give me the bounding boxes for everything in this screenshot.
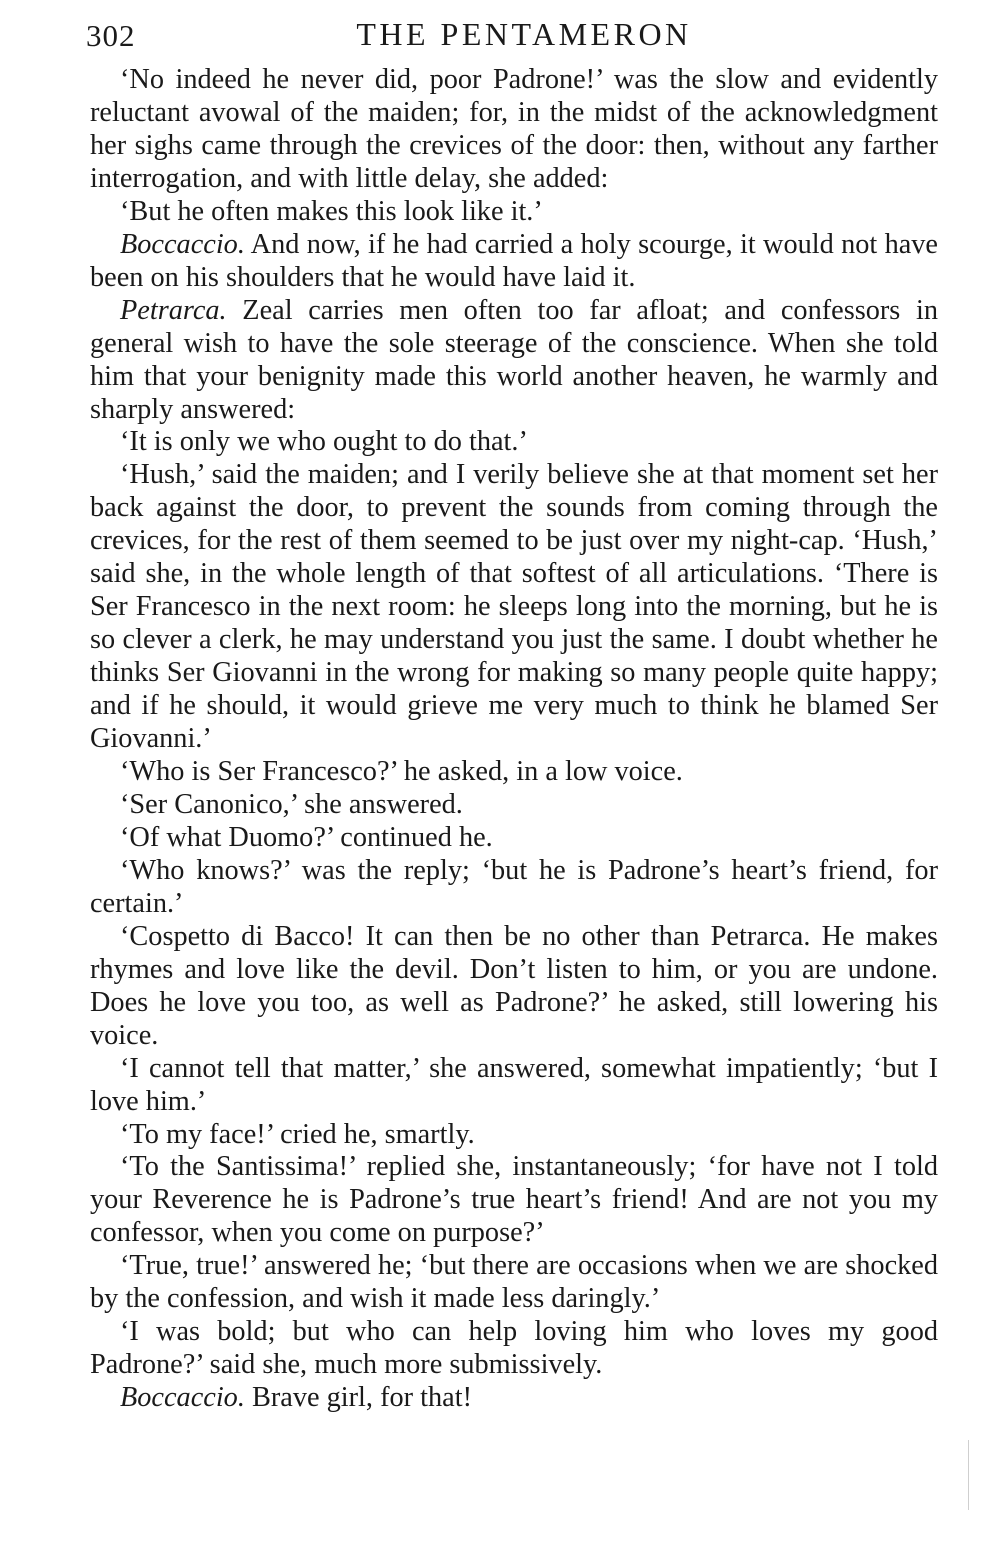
body-text [90, 64, 938, 1415]
paragraph-text: ‘I cannot tell that matter,’ she answered, somewhat impatiently; ‘but I love him.’ [90, 1052, 938, 1117]
paragraph-text: Zeal carries men often too far afloat; and confessors in general wish to have the sole steerage of the conscience. When she told him that your benignity made this world another heaven, he warmly and sharply answered: [90, 294, 938, 425]
paragraph [90, 1250, 938, 1316]
paragraph [90, 756, 938, 789]
paragraph-text: ‘True, true!’ answered he; ‘but there are occasions when we are shocked by the confession, and wish it made less daringly.’ [90, 1250, 938, 1315]
paragraph-text: ‘Who knows?’ was the reply; ‘but he is Padrone’s heart’s friend, for certain.’ [90, 854, 938, 919]
paragraph [90, 822, 938, 855]
paragraph-text: ‘But he often makes this look like it.’ [120, 195, 543, 227]
scan-margin-mark [968, 1440, 969, 1510]
paragraph-text: ‘Cospetto di Bacco! It can then be no other than Petrarca. He makes rhymes and love like the devil. Don’t listen to him, or you are undone. Does he love you too, as well as Padrone?’ he asked, still lowering his voice. [90, 920, 938, 1051]
paragraph-text: ‘Of what Duomo?’ continued he. [120, 821, 493, 853]
paragraph [90, 295, 938, 427]
paragraph [90, 426, 938, 459]
paragraph-text: ‘It is only we who ought to do that.’ [120, 426, 528, 458]
speaker-name: Petrarca. [120, 294, 227, 326]
paragraph-text: ‘Ser Canonico,’ she answered. [120, 788, 463, 820]
paragraph-text: ‘To the Santissima!’ replied she, instantaneously; ‘for have not I told your Reverence he is Padrone’s true heart’s friend! And are not you my confessor, when you come on purpose?’ [90, 1151, 938, 1249]
running-title: THE PENTAMERON [356, 16, 692, 52]
paragraph [90, 921, 938, 1053]
paragraph [90, 1151, 938, 1250]
paragraph-text: And now, if he had carried a holy scourge, it would not have been on his shoulders that he would have laid it. [90, 228, 938, 293]
paragraph [90, 459, 938, 756]
paragraph [90, 855, 938, 921]
speaker-name: Boccaccio. [120, 1382, 245, 1414]
paragraph-text: ‘I was bold; but who can help loving him who loves my good Padrone?’ said she, much more submissively. [90, 1316, 938, 1381]
page-number: 302 [86, 18, 136, 53]
paragraph [90, 196, 938, 229]
paragraph-text: ‘No indeed he never did, poor Padrone!’ was the slow and evidently reluctant avowal of the maiden; for, in the midst of the acknowledgment her sighs came through the crevices of the door: then, without any farther interrogation, and with little delay, she added: [90, 64, 938, 194]
speaker-name: Boccaccio. [120, 228, 245, 260]
paragraph [90, 64, 938, 196]
paragraph-text: ‘Who is Ser Francesco?’ he asked, in a low voice. [120, 756, 683, 788]
paragraph [90, 1316, 938, 1382]
paragraph-text: ‘To my face!’ cried he, smartly. [120, 1118, 475, 1150]
paragraph-text: ‘Hush,’ said the maiden; and I verily believe she at that moment set her back against the door, to prevent the sounds from coming through the crevices, for the rest of them seemed to be just over my night-cap. ‘Hush,’ said she, in the whole length of that softest of all articulations. ‘There is Ser Francesco in the next room: he sleeps long into the morning, but he is so clever a clerk, he may understand you just the same. I doubt whether he thinks Ser Giovanni in the wrong for making so many people quite happy; and if he should, it would grieve me very much to think he blamed Ser Giovanni.’ [90, 459, 938, 755]
paragraph [90, 1119, 938, 1152]
paragraph [90, 1053, 938, 1119]
paragraph [90, 1382, 938, 1415]
paragraph-text: Brave girl, for that! [244, 1382, 472, 1414]
book-page [86, 0, 938, 1415]
paragraph [90, 789, 938, 822]
page-header [86, 12, 938, 60]
paragraph [90, 229, 938, 295]
